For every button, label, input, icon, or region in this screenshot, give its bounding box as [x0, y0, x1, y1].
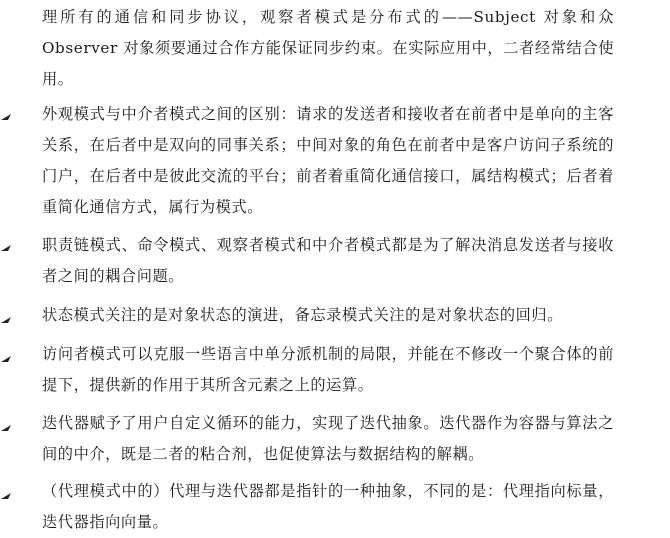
bullet-item: [42, 339, 614, 401]
bullet-arrow-icon: [0, 353, 14, 365]
bullet-arrow-icon: [0, 111, 14, 123]
bullet-arrow-icon: [0, 490, 14, 502]
bullet-text: 状态模式关注的是对象状态的演进，备忘录模式关注的是对象状态的回归。: [42, 306, 563, 324]
bullet-item: [42, 230, 614, 292]
intro-paragraph: [42, 2, 614, 95]
bullet-text: 职责链模式、命令模式、观察者模式和中介者模式都是为了解决消息发送者与接收者之间的耦合问题。: [42, 236, 614, 285]
bullet-text: 访问者模式可以克服一些语言中单分派机制的局限，并能在不修改一个聚合体的前提下，提供新的作用于其所含元素之上的运算。: [42, 345, 614, 394]
bullet-arrow-icon: [0, 422, 14, 434]
bullet-text: （代理模式中的）代理与迭代器都是指针的一种抽象，不同的是：代理指向标量，迭代器指向向量。: [42, 482, 614, 531]
bullet-arrow-icon: [0, 242, 14, 254]
bullet-text: 外观模式与中介者模式之间的区别：请求的发送者和接收者在前者中是单向的主客关系，在后者中是双向的同事关系；中间对象的角色在前者中是客户访问子系统的门户，在后者中是彼此交流的平台；前者着重简化通信接口，属结构模式；后者着重简化通信方式，属行为模式。: [42, 105, 614, 216]
bullet-item: [42, 476, 614, 538]
bullet-item: [42, 408, 614, 470]
bullet-item: [42, 300, 614, 331]
bullet-text: 迭代器赋予了用户自定义循环的能力，实现了迭代抽象。迭代器作为容器与算法之间的中介，既是二者的粘合剂，也促使算法与数据结构的解耦。: [42, 414, 614, 463]
bullet-item: [42, 99, 614, 223]
intro-text: 理所有的通信和同步协议，观察者模式是分布式的——Subject 对象和众 Observer 对象须要通过合作方能保证同步约束。在实际应用中，二者经常结合使用。: [42, 8, 614, 88]
bullet-arrow-icon: [0, 314, 14, 326]
